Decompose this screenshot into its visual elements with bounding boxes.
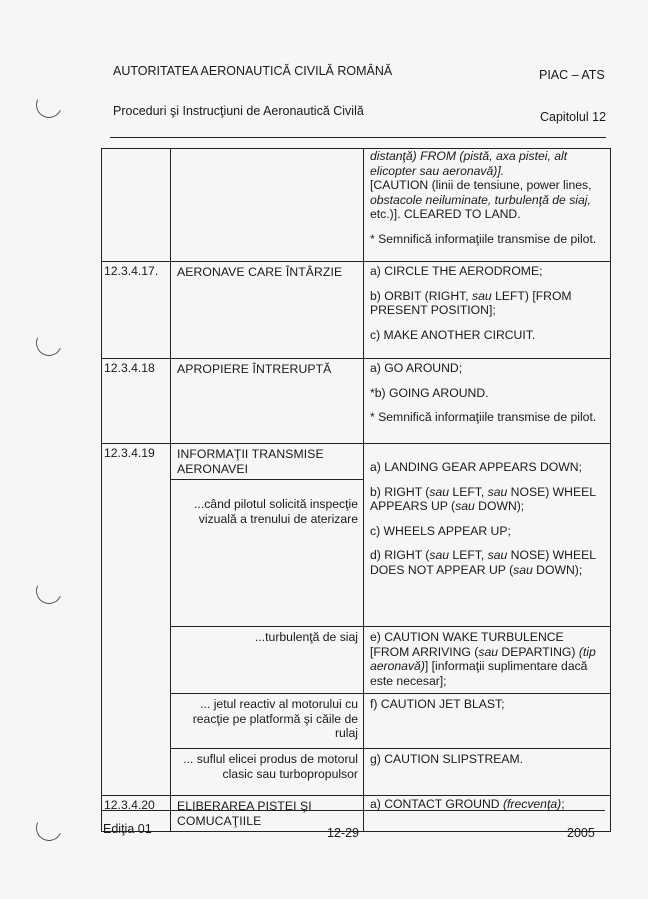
condition-text: ... suflul elicei produs de motorul clasic sau turbopropulsor [171, 749, 364, 796]
continuation-line: obstacole neiluminate, turbulenţă de siaj, [370, 192, 591, 207]
pilot-note: * Semnifică informaţiile transmise de pilot. [370, 231, 597, 246]
phraseology-table [101, 148, 611, 832]
phrase-item: a) CONTACT GROUND (frecvenţa); [370, 797, 565, 811]
phrase-item: APPEARS UP (sau DOWN); [370, 499, 525, 513]
phrase-item: e) CAUTION WAKE TURBULENCE [370, 630, 564, 644]
phrase-item: f) CAUTION JET BLAST; [370, 697, 505, 711]
table-row [102, 444, 611, 480]
section-number: 12.3.4.18 [102, 359, 171, 444]
condition-text: ... jetul reactiv al motorului cu reacţie pe platformă şi căile de rulaj [171, 694, 364, 749]
condition-text: ...când pilotul solicită inspecţie vizuală a trenului de aterizare [171, 480, 364, 627]
page-number: 12-29 [327, 826, 359, 840]
table-row [102, 749, 611, 796]
phrase-item: a) LANDING GEAR APPEARS DOWN; [370, 460, 582, 474]
binder-hole-mark [32, 811, 65, 844]
section-title: APROPIERE ÎNTRERUPTĂ [171, 359, 364, 444]
phrase-item: aeronavă)] [informaţii suplimentare dacă [370, 659, 588, 673]
phrase-item: [FROM ARRIVING (sau DEPARTING) (tip [370, 644, 596, 659]
phrase-item: c) MAKE ANOTHER CIRCUIT. [370, 327, 536, 342]
binder-hole-mark [32, 88, 65, 121]
phrase-item: g) CAUTION SLIPSTREAM. [370, 752, 524, 766]
condition-text: ...turbulenţă de siaj [171, 627, 364, 694]
edition-label: Ediţia 01 [103, 822, 152, 836]
table-row [102, 627, 611, 694]
phrase-item: a) GO AROUND; [370, 361, 463, 375]
authority-title: AUTORITATEA AERONAUTICĂ CIVILĂ ROMÂNĂ [113, 64, 393, 78]
pilot-note: * Semnifică informaţiile transmise de pilot. [370, 410, 597, 424]
section-number: 12.3.4.17. [102, 262, 171, 359]
table-row [102, 694, 611, 749]
continuation-line: elicopter sau aeronavă)]. [370, 163, 505, 178]
table-row [102, 359, 611, 444]
document-subtitle: Proceduri şi Instrucţiuni de Aeronautică Civilă [113, 104, 364, 118]
phrase-item: b) RIGHT (sau LEFT, sau NOSE) WHEEL [370, 484, 597, 499]
table-row [102, 262, 611, 359]
phrase-item: DOES NOT APPEAR UP (sau DOWN); [370, 562, 583, 577]
table-row [102, 149, 611, 262]
section-title: ELIBERAREA PISTEI ŞI COMUCAŢIILE [171, 796, 364, 832]
phrase-item: *b) GOING AROUND. [370, 385, 489, 400]
phrase-item: PRESENT POSITION]; [370, 303, 496, 317]
binder-hole-mark [32, 326, 65, 359]
section-title: AERONAVE CARE ÎNTÂRZIE [171, 262, 364, 359]
header-rule [110, 137, 606, 138]
footer-rule [101, 810, 605, 811]
phrase-item: b) ORBIT (RIGHT, sau LEFT) [FROM [370, 288, 572, 303]
phrase-item: este necesar]; [370, 673, 447, 688]
section-number: 12.3.4.19 [102, 444, 171, 796]
document-code: PIAC – ATS [539, 68, 605, 82]
phrase-item: d) RIGHT (sau LEFT, sau NOSE) WHEEL [370, 548, 597, 562]
continuation-line: [CAUTION (linii de tensiune, power lines, [370, 178, 592, 192]
section-title: INFORMAŢII TRANSMISE AERONAVEI [171, 444, 364, 480]
continuation-line: distanţă) FROM (pistă, axa pistei, alt [370, 149, 568, 163]
section-number: 12.3.4.20 [102, 796, 171, 832]
phrase-item: a) CIRCLE THE AERODROME; [370, 264, 543, 278]
phrase-item: c) WHEELS APPEAR UP; [370, 523, 511, 538]
binder-hole-mark [32, 574, 65, 607]
chapter-label: Capitolul 12 [540, 110, 607, 124]
continuation-line: etc.)]. CLEARED TO LAND. [370, 207, 521, 221]
year-label: 2005 [567, 826, 595, 840]
